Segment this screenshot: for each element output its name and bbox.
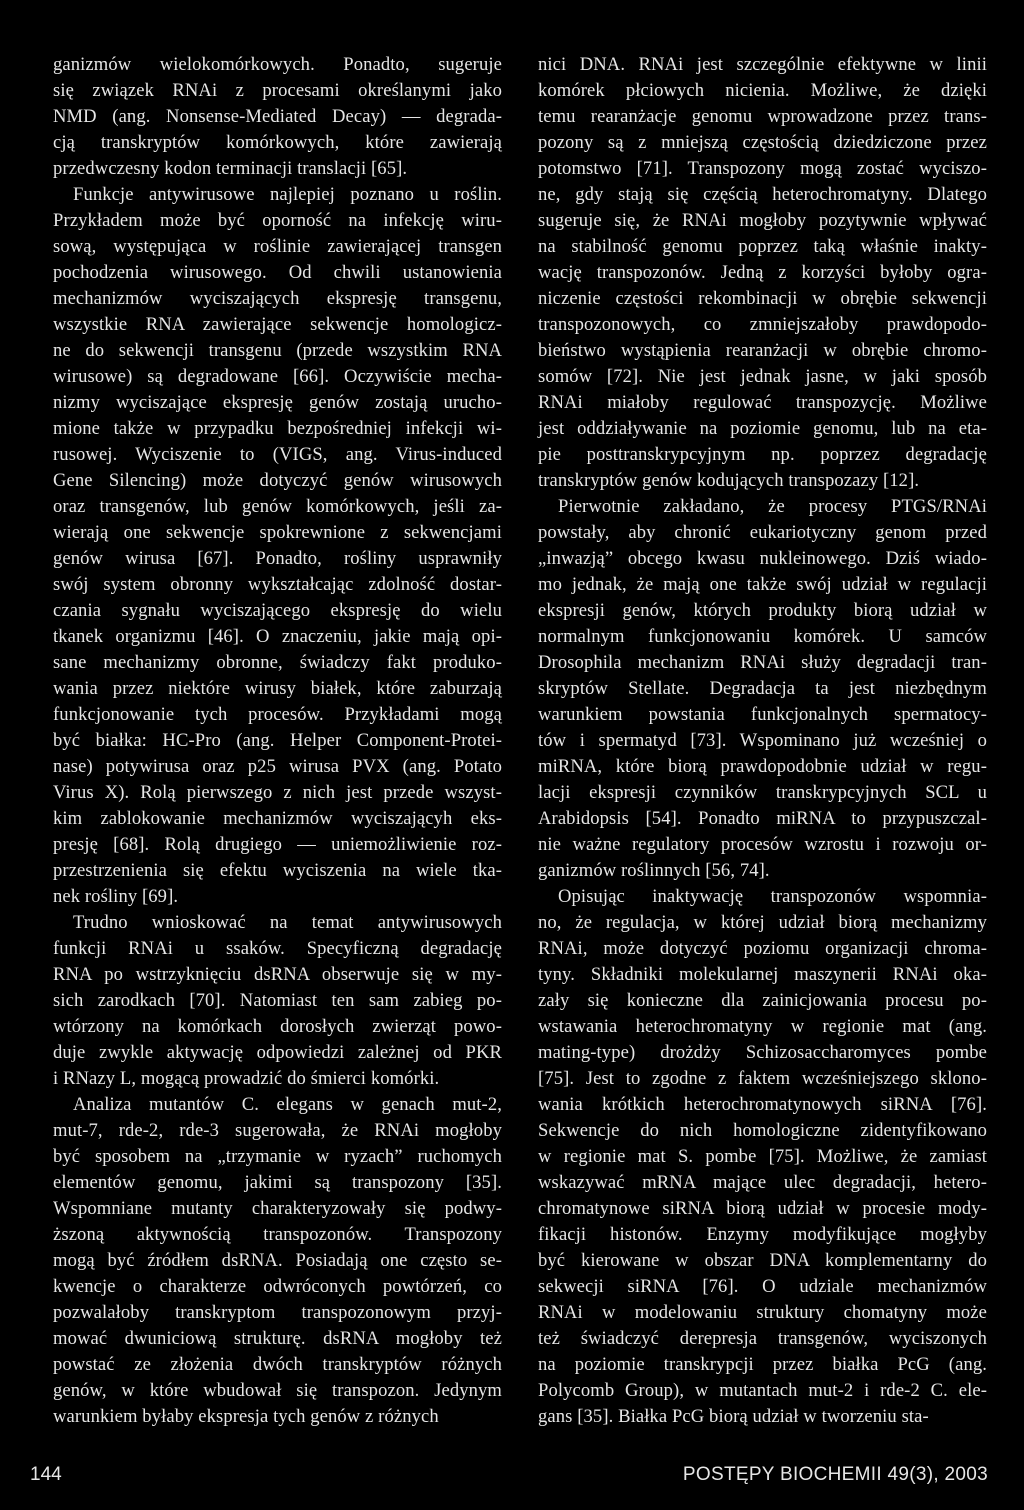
text-line: genów wirusa [67]. Ponadto, rośliny usprawniły — [53, 548, 502, 569]
text-line: funkcjonowanie tych procesów. Przykładami mogą — [53, 704, 502, 725]
text-line: transpozonowych, co zmniejszałoby prawdopodo- — [538, 314, 987, 335]
text-line: potomstwo [71]. Transpozony mogą zostać wyciszo- — [538, 158, 987, 179]
text-line: nie ważne regulatory procesów wzrostu i rozwoju or- — [538, 834, 987, 855]
text-line: kim zablokowanie mechanizmów wyciszającyh eks- — [53, 808, 502, 829]
text-line: w regionie mat S. pombe [75]. Możliwe, że zamiast — [538, 1146, 987, 1167]
text-line: NMD (ang. Nonsense-Mediated Decay) — degrada- — [53, 106, 502, 127]
text-line: RNAi w modelowaniu struktury chomatyny może — [538, 1302, 987, 1323]
text-line: lacji ekspresji czynników transkrypcyjnych SCL u — [538, 782, 987, 803]
text-line: presję [68]. Rolą drugiego — uniemożliwienie roz- — [53, 834, 502, 855]
text-line: ne, gdy stają się częścią heterochromatyny. Dlatego — [538, 184, 987, 205]
text-line: sugeruje się, że RNAi mogłoby pozytywnie wpływać — [538, 210, 987, 231]
text-line: mating-type) drożdży Schizosaccharomyces pombe — [538, 1042, 987, 1063]
text-line: mione także w przypadku bezpośredniej infekcji wi- — [53, 418, 502, 439]
text-line: mut-7, rde-2, rde-3 sugerowała, że RNAi mogłoby — [53, 1120, 502, 1141]
text-line: Trudno wnioskować na temat antywirusowych — [73, 912, 502, 933]
text-line: chromatynowe siRNA biorą udział w procesie mody- — [538, 1198, 987, 1219]
text-line: tów i spermatyd [73]. Wspominano już wcześniej o — [538, 730, 987, 751]
text-line: przedwczesny kodon terminacji translacji [65]. — [53, 158, 408, 179]
text-line: duje zwykle aktywację odpowiedzi zależnej od PKR — [53, 1042, 502, 1063]
text-line: nek rośliny [69]. — [53, 886, 179, 907]
text-line: być białka: HC-Pro (ang. Helper Component-Protei- — [53, 730, 502, 751]
text-line: ne do sekwencji transgenu (przede wszystkim RNA — [53, 340, 502, 361]
text-line: sową, występująca w roślinie zawierającej transgen — [53, 236, 502, 257]
text-line: temu rearanżacje genomu wprowadzone przez trans- — [538, 106, 987, 127]
text-line: funkcji RNAi u ssaków. Specyficzną degradację — [53, 938, 502, 959]
text-line: Wspomniane mutanty charakteryzowały się podwy- — [53, 1198, 502, 1219]
text-line: na stabilność genomu poprzez taką właśnie inakty- — [538, 236, 987, 257]
text-line: sekwecji siRNA [76]. O udziale mechanizmów — [538, 1276, 987, 1297]
text-line: wację transpozonów. Jedną z korzyści byłoby ogra- — [538, 262, 987, 283]
text-line: kwencje o charakterze odwróconych powtórzeń, co — [53, 1276, 502, 1297]
text-line: Sekwencje do nich homologiczne zidentyfikowano — [538, 1120, 987, 1141]
text-line: wszystkie RNA zawierające sekwencje homologicz- — [53, 314, 502, 335]
text-line: jest oddziaływanie na poziomie genomu, lub na eta- — [538, 418, 987, 439]
text-line: warunkiem powstania funkcjonalnych spermatocy- — [538, 704, 987, 725]
text-line: genów, w które wbudował się transpozon. Jedynym — [53, 1380, 502, 1401]
text-line: wstawania heterochromatyny w regionie mat (ang. — [538, 1016, 987, 1037]
text-line: wskazywać mRNA mające ulec degradacji, hetero- — [538, 1172, 987, 1193]
text-line: mogą być źródłem dsRNA. Posiadają one często se- — [53, 1250, 502, 1271]
text-line: RNAi, może dotyczyć poziomu organizacji chroma- — [538, 938, 987, 959]
text-line: pochodzenia wirusowego. Od chwili ustanowienia — [53, 262, 502, 283]
text-line: „inwazją” obcego kwasu nukleinowego. Dziś wiado- — [538, 548, 987, 569]
text-line: mo jednak, że mają one także swój udział w regulacji — [538, 574, 987, 595]
text-line: mować dwuniciową strukturę. dsRNA mogłoby też — [53, 1328, 502, 1349]
text-line: gans [35]. Białka PcG biorą udział w tworzeniu sta- — [538, 1406, 929, 1427]
text-line: ższoną aktywnością transpozonów. Transpozony — [53, 1224, 502, 1245]
text-line: komórek płciowych nicienia. Możliwe, że dzięki — [538, 80, 987, 101]
text-line: transkryptów genów kodujących transpozazy [12]. — [538, 470, 920, 491]
text-line: ganizmów roślinnych [56, 74]. — [538, 860, 770, 881]
journal-citation: POSTĘPY BIOCHEMII 49(3), 2003 — [682, 1464, 988, 1485]
text-line: na poziomie transkrypcji przez białka PcG (ang. — [538, 1354, 987, 1375]
text-line: oraz transgenów, lub genów komórkowych, jeśli za- — [53, 496, 502, 517]
text-line: tkanek organizmu [46]. O znaczeniu, jakie mają opi- — [53, 626, 502, 647]
text-line: przestrzenienia się efektu wyciszenia na wiele tka- — [53, 860, 502, 881]
text-line: wirusowe) są degradowane [66]. Oczywiście mecha- — [53, 366, 502, 387]
text-line: skryptów Stellate. Degradacja ta jest niezbędnym — [538, 678, 987, 699]
text-line: mechanizmów wyciszających ekspresję transgenu, — [53, 288, 502, 309]
text-line: cją transkryptów komórkowych, które zawierają — [53, 132, 502, 153]
text-line: bieństwo wystąpienia rearanżacji w obrębie chromo- — [538, 340, 987, 361]
left-text-column — [53, 52, 502, 1430]
text-line: swój system obronny wykształcając zdolność dostar- — [53, 574, 502, 595]
text-line: powstały, aby chronić eukariotyczny genom przed — [538, 522, 987, 543]
text-line: somów [72]. Nie jest jednak jasne, w jaki sposób — [538, 366, 987, 387]
text-line: czania sygnału wyciszającego ekspresję do wielu — [53, 600, 502, 621]
text-line: Opisując inaktywację transpozonów wspomnia- — [558, 886, 987, 907]
text-line: Drosophila mechanizm RNAi służy degradacji tran- — [538, 652, 987, 673]
text-line: wania krótkich heterochromatynowych siRNA [76]. — [538, 1094, 987, 1115]
text-line: normalnym funkcjonowaniu komórek. U samców — [538, 626, 987, 647]
text-line: Arabidopsis [54]. Ponadto miRNA to przypuszczal- — [538, 808, 987, 829]
text-line: Analiza mutantów C. elegans w genach mut-2, — [73, 1094, 502, 1115]
text-line: zały się konieczne dla zainicjowania procesu po- — [538, 990, 987, 1011]
text-line: i RNazy L, mogącą prowadzić do śmierci komórki. — [53, 1068, 440, 1089]
text-line: Polycomb Group), w mutantach mut-2 i rde-2 C. ele- — [538, 1380, 987, 1401]
text-line: sich zarodkach [70]. Natomiast ten sam zabieg po- — [53, 990, 502, 1011]
text-line: wierają one sekwencje spokrewnione z sekwencjami — [53, 522, 502, 543]
text-line: ekspresji genów, których produkty biorą udział w — [538, 600, 987, 621]
text-line: nici DNA. RNAi jest szczególnie efektywne w linii — [538, 54, 987, 75]
text-line: pozwalałoby transkryptom transpozonowym przyj- — [53, 1302, 502, 1323]
text-line: pie posttranskrypcyjnym np. poprzez degradację — [538, 444, 987, 465]
text-line: elementów genomu, jakimi są transpozony [35]. — [53, 1172, 502, 1193]
text-line: się związek RNAi z procesami określanymi jako — [53, 80, 502, 101]
text-line: też świadczyć derepresja transgenów, wyciszonych — [538, 1328, 987, 1349]
text-line: być sposobem na „trzymanie w ryzach” ruchomych — [53, 1146, 502, 1167]
text-line: RNA po wstrzyknięciu dsRNA obserwuje się w my- — [53, 964, 502, 985]
text-line: nizmy wyciszające ekspresję genów zostają urucho- — [53, 392, 502, 413]
text-line: rusowej. Wyciszenie to (VIGS, ang. Virus-induced — [53, 444, 502, 465]
text-line: wania przez niektóre wirusy białek, które zaburzają — [53, 678, 502, 699]
text-line: sane mechanizmy obronne, świadczy fakt produko- — [53, 652, 502, 673]
text-line: warunkiem byłaby ekspresja tych genów z różnych — [53, 1406, 439, 1427]
text-line: Przykładem może być oporność na infekcję wiru- — [53, 210, 502, 231]
text-line: ganizmów wielokomórkowych. Ponadto, sugeruje — [53, 54, 502, 75]
text-line: wtórzony na komórkach dorosłych zwierząt powo- — [53, 1016, 502, 1037]
text-line: pozony są z mniejszą częstością dziedziczone przez — [538, 132, 987, 153]
text-line: RNAi miałoby regulować transpozycję. Możliwe — [538, 392, 987, 413]
text-line: być kierowane w obszar DNA komplementarny do — [538, 1250, 987, 1271]
text-line: no, że regulacja, w której udział biorą mechanizmy — [538, 912, 987, 933]
text-line: Virus X). Rolą pierwszego z nich jest przede wszyst- — [53, 782, 502, 803]
text-line: tyny. Składniki molekularnej maszynerii RNAi oka- — [538, 964, 987, 985]
text-line: [75]. Jest to zgodne z faktem wcześniejszego sklono- — [538, 1068, 987, 1089]
text-line: miRNA, które biorą prawdopodobnie udział w regu- — [538, 756, 987, 777]
text-line: nase) potywirusa oraz p25 wirusa PVX (ang. Potato — [53, 756, 502, 777]
text-line: powstać ze złożenia dwóch transkryptów różnych — [53, 1354, 502, 1375]
text-line: niczenie częstości rekombinacji w obrębie sekwencji — [538, 288, 987, 309]
text-line: Gene Silencing) może dotyczyć genów wirusowych — [53, 470, 502, 491]
text-line: fikacji histonów. Enzymy modyfikujące mogłyby — [538, 1224, 987, 1245]
text-line: Pierwotnie zakładano, że procesy PTGS/RNAi — [558, 496, 987, 517]
page-number: 144 — [30, 1464, 62, 1485]
text-line: Funkcje antywirusowe najlepiej poznano u roślin. — [73, 184, 502, 205]
right-text-column — [538, 52, 987, 1430]
